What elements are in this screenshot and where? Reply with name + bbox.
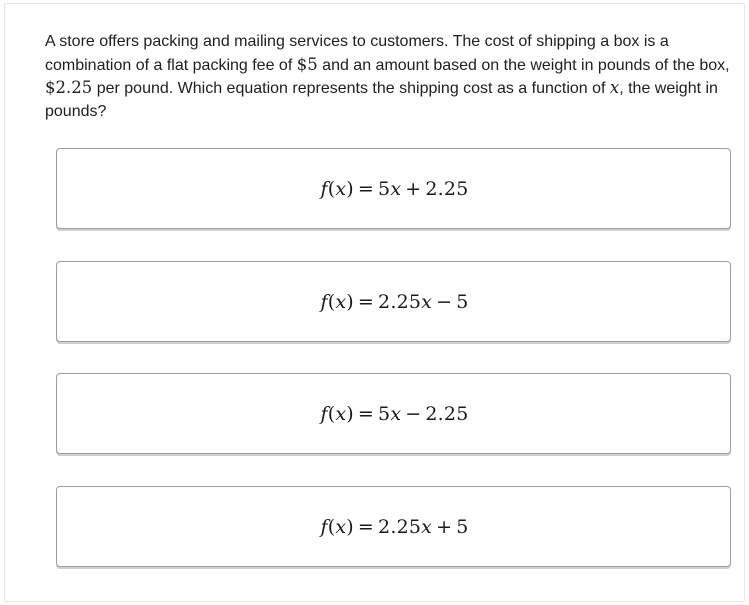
answer-choice-4[interactable] [56, 486, 731, 567]
question-text-part3: per pound. Which equation represents the shipping cost as a function of [92, 80, 610, 97]
question-text-part1: A store offers packing and mailing services to customers. The cost of shipping a box is a combination of a flat packing fee of [45, 33, 669, 74]
question-text-part4: , the weight in pounds? [45, 80, 718, 120]
answer-choice-2-formula: f(x) = 2.25x − 5 [320, 290, 469, 313]
question-fee-value: $5 [296, 54, 318, 74]
question-variable: x [609, 78, 620, 97]
question-text [45, 31, 735, 123]
answer-choice-1-formula: f(x) = 5x + 2.25 [320, 177, 469, 200]
question-text-part2: and an amount based on the weight in pounds of the box, [317, 56, 730, 74]
answer-choice-4-formula: f(x) = 2.25x + 5 [320, 515, 469, 538]
answer-choice-2[interactable] [56, 261, 731, 342]
answer-choice-1[interactable] [56, 148, 731, 229]
answer-choice-3-formula: f(x) = 5x − 2.25 [320, 402, 469, 425]
question-rate-value: $2.25 [45, 78, 93, 97]
answer-choice-3[interactable] [56, 373, 731, 454]
